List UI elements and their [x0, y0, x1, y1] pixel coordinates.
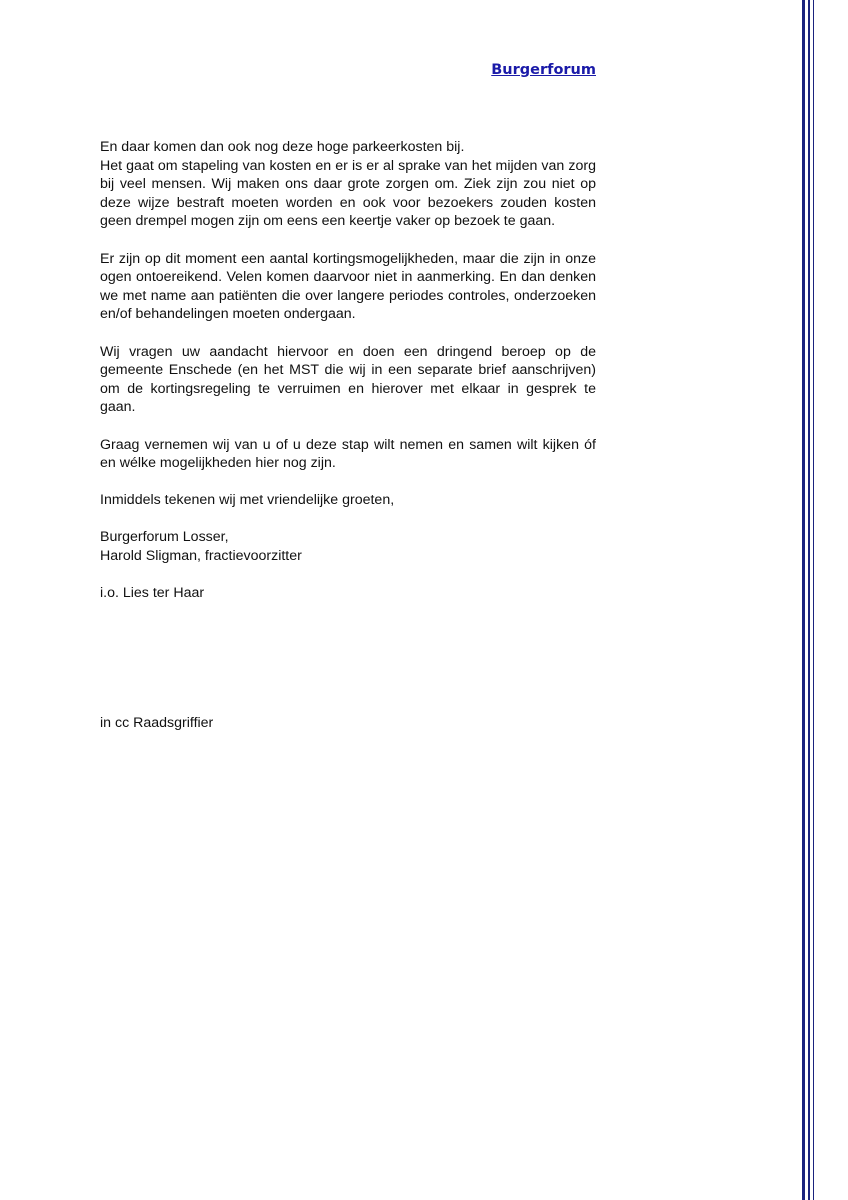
spacer [100, 621, 596, 714]
page-border-line [808, 0, 810, 1200]
signature-organization: Burgerforum Losser, [100, 529, 229, 546]
on-behalf-line: i.o. Lies ter Haar [100, 585, 205, 602]
signature-name: Harold Sligman, fractievoorzitter [100, 548, 302, 565]
signature-block [100, 528, 596, 565]
closing-line: Inmiddels tekenen wij met vriendelijke groeten, [100, 492, 395, 509]
paragraph-question: Graag vernemen wij van u of u deze stap wilt nemen en samen wilt kijken óf en wélke mogelijkheden hier nog zijn. [100, 436, 596, 472]
paragraph-costs [100, 138, 596, 231]
paragraph-costs-text: Het gaat om stapeling van kosten en er is er al sprake van het mijden van zorg bij veel mensen. Wij maken ons daar grote zorgen om. Ziek zijn zou niet op deze wijze bestraft moeten worden en ook voor bezoekers zouden kosten geen drempel mogen zijn om eens een keertje vaker op bezoek te gaan. [100, 157, 596, 230]
paragraph-request: Wij vragen uw aandacht hiervoor en doen een dringend beroep op de gemeente Enschede (en het MST die wij in een separate brief aanschrijven) om de kortingsregeling te verruimen en hierover met elkaar in gesprek te gaan. [100, 343, 596, 416]
page-border-line [802, 0, 805, 1200]
paragraph-costs-first-line: En daar komen dan ook nog deze hoge parkeerkosten bij. [100, 139, 465, 155]
letter-body [100, 138, 596, 752]
page-border-line [813, 0, 814, 1200]
cc-line: in cc Raadsgriffier [100, 715, 214, 732]
letterhead-title: Burgerforum [491, 62, 596, 78]
paragraph-discounts: Er zijn op dit moment een aantal kortingsmogelijkheden, maar die zijn in onze ogen ontoereikend. Velen komen daarvoor niet in aanmerking. En dan denken we met name aan patiënten die over langere periodes controles, onderzoeken en/of behandelingen moeten ondergaan. [100, 250, 596, 323]
